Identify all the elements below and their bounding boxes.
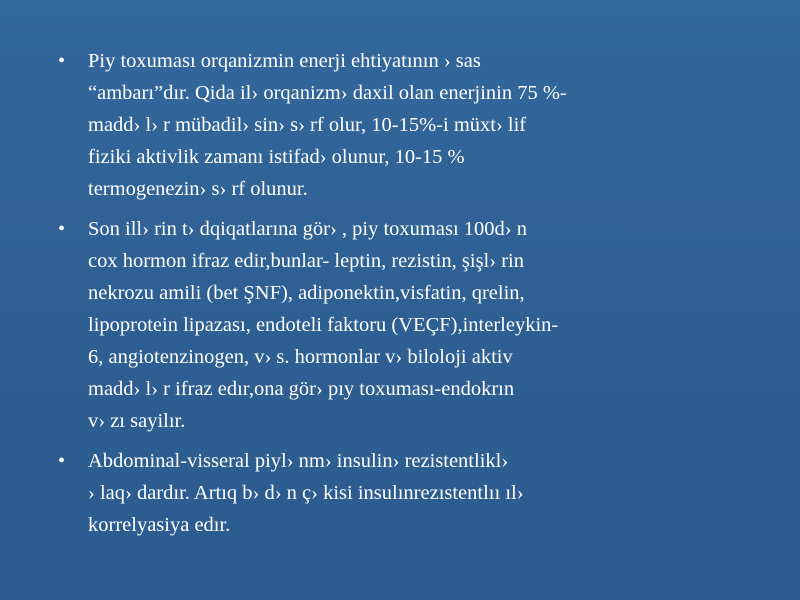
bullet-text: Son ill› rin t› dqiqatlarına gör› , piy toxuması 100d› n cox hormon ifraz edir,bunlar- leptin, rezistin, şişl› rin nekrozu amili (bet ŞNF), adiponektin,visfatin, qrelin, lipoprotein lipazası, endoteli faktoru (VEÇF),interleykin- 6, angiotenzinogen, v› s. hormonlar v› biloloji aktiv madd› l› r ifraz edır,ona gör› pıy toxuması-endokrın v› zı sayilır. <box>88 218 559 432</box>
bullet-text: Abdominal-visseral piyl› nm› insulin› rezistentlikl› › laq› dardır. Artıq b› d› n ç› kisi insulınrezıstentlıı ıl› korrelyasiya edır. <box>88 450 524 536</box>
bullet-marker: • <box>58 50 66 72</box>
bullet-marker: • <box>58 218 66 240</box>
bullet-item-1 <box>58 45 748 205</box>
bullet-marker: • <box>58 450 66 472</box>
bullet-text: Piy toxuması orqanizmin enerji ehtiyatının › sas “ambarı”dır. Qida il› orqanizm› daxil olan enerjinin 75 %- madd› l› r mübadil› sin› s› rf olur, 10-15%-i müxt› lif fiziki aktivlik zamanı istifad› olunur, 10-15 % termogenezin› s› rf olunur. <box>88 50 567 200</box>
bullet-list <box>58 45 748 549</box>
bullet-item-2 <box>58 213 748 437</box>
bullet-item-3 <box>58 445 748 541</box>
